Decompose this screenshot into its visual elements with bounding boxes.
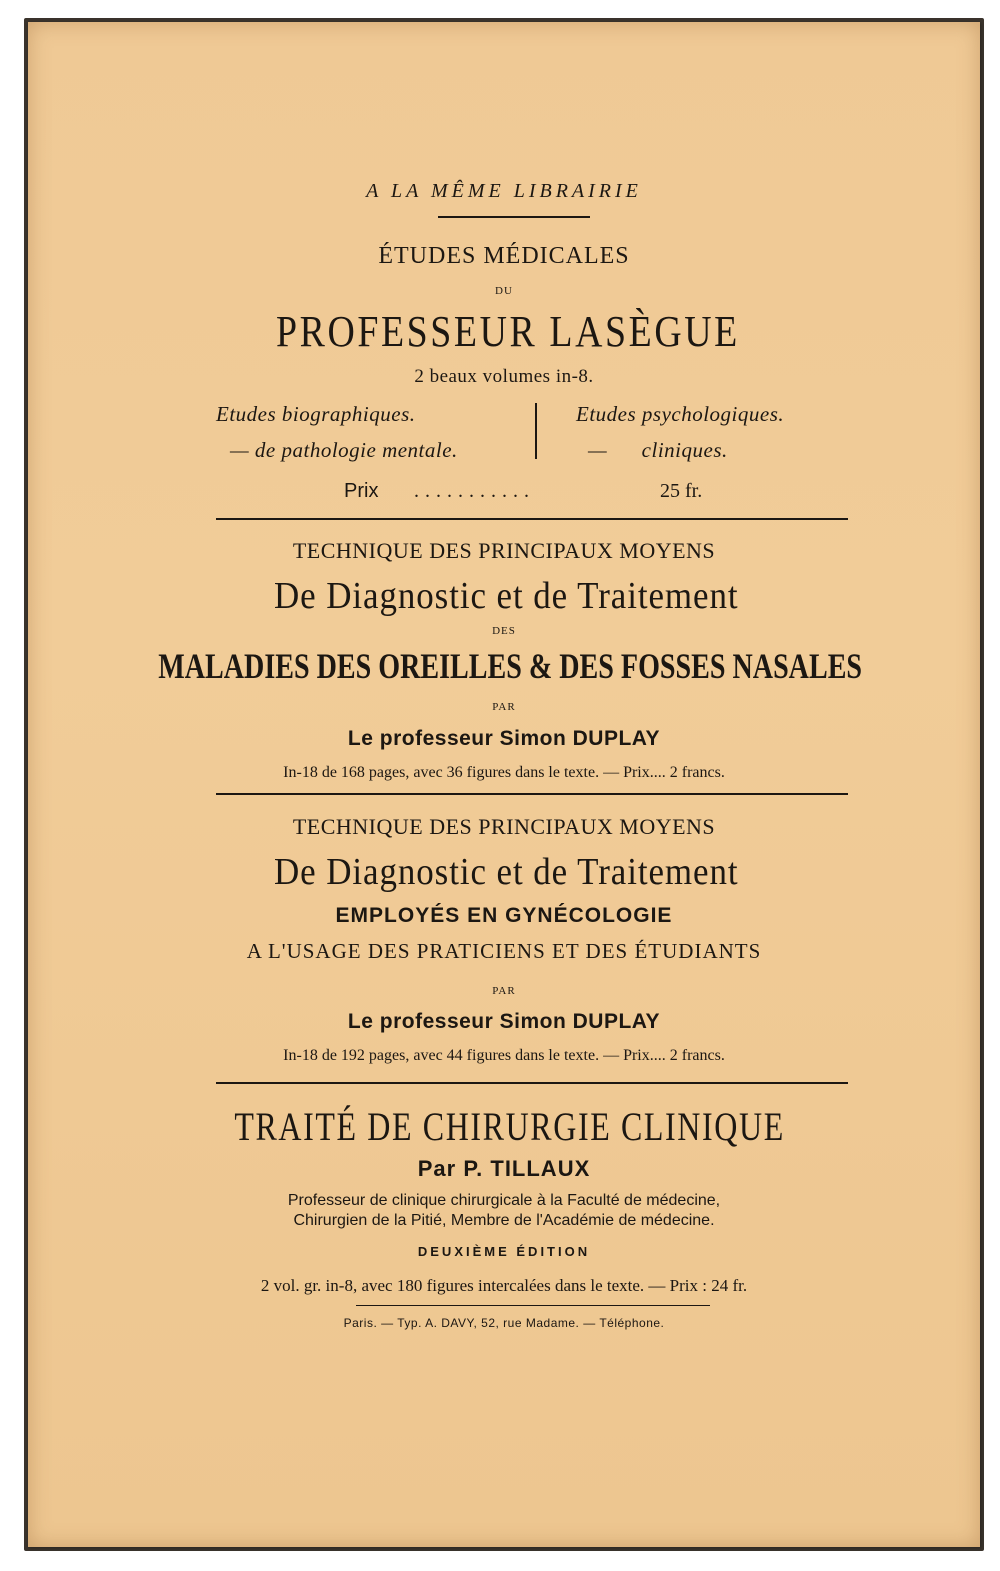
lasegue-title-line1: ÉTUDES MÉDICALES: [378, 243, 630, 269]
chirurgie-details: 2 vol. gr. in-8, avec 180 figures intercalées dans le texte. — Prix : 24 fr.: [260, 1276, 748, 1295]
lasegue-right-col-1: Etudes psychologiques.: [576, 402, 785, 426]
gyn-employes: EMPLOYÉS EN GYNÉCOLOGIE: [335, 904, 673, 927]
chirurgie-position-1: Professeur de clinique chirurgicale à la Faculté de médecine,: [287, 1192, 721, 1209]
section-rule-1: [216, 518, 848, 520]
lasegue-title-line2: PROFESSEUR LASÈGUE: [276, 307, 740, 356]
oreilles-author: Le professeur Simon DUPLAY: [347, 727, 661, 750]
imprint-rule: [356, 1305, 710, 1306]
lasegue-price-dots: ...........: [414, 480, 535, 502]
oreilles-technique: TECHNIQUE DES PRINCIPAUX MOYENS: [292, 538, 716, 563]
gyn-technique: TECHNIQUE DES PRINCIPAUX MOYENS: [292, 814, 716, 839]
chirurgie-edition: DEUXIÈME ÉDITION: [417, 1244, 591, 1259]
gyn-usage: A L'USAGE DES PRATICIENS ET DES ÉTUDIANTS: [246, 939, 762, 963]
gyn-details: In-18 de 192 pages, avec 44 figures dans le texte. — Prix.... 2 francs.: [283, 1047, 725, 1064]
oreilles-details: In-18 de 168 pages, avec 36 figures dans le texte. — Prix.... 2 francs.: [283, 764, 725, 781]
lasegue-right-col-2: — cliniques.: [588, 438, 728, 462]
section-rule-2: [216, 793, 848, 795]
chirurgie-title: TRAITÉ DE CHIRURGIE CLINIQUE: [234, 1104, 785, 1149]
lasegue-price-label: Prix: [344, 480, 379, 502]
oreilles-des: DES: [492, 625, 516, 637]
lasegue-left-col-1: Etudes biographiques.: [216, 402, 416, 426]
oreilles-diagnostic: De Diagnostic et de Traitement: [273, 575, 739, 617]
oreilles-maladies: MALADIES DES OREILLES & DES FOSSES NASALES: [158, 646, 863, 686]
chirurgie-position-2: Chirurgien de la Pitié, Membre de l'Académie de médecine.: [293, 1212, 715, 1229]
header-librairie: A LA MÊME LIBRAIRIE: [366, 180, 642, 202]
lasegue-du: DU: [495, 285, 513, 297]
lasegue-price-value: 25 fr.: [660, 480, 703, 502]
lasegue-left-col-2: — de pathologie mentale.: [230, 438, 458, 462]
lasegue-volumes: 2 beaux volumes in-8.: [414, 366, 594, 387]
column-divider: [535, 403, 537, 459]
gyn-par: PAR: [492, 985, 516, 997]
imprint: Paris. — Typ. A. DAVY, 52, rue Madame. — Téléphone.: [343, 1316, 665, 1330]
header-rule: [438, 216, 590, 218]
gyn-author: Le professeur Simon DUPLAY: [347, 1010, 661, 1033]
oreilles-par: PAR: [492, 701, 516, 713]
gyn-diagnostic: De Diagnostic et de Traitement: [273, 851, 739, 893]
section-rule-3: [216, 1082, 848, 1084]
chirurgie-author: Par P. TILLAUX: [417, 1156, 591, 1181]
